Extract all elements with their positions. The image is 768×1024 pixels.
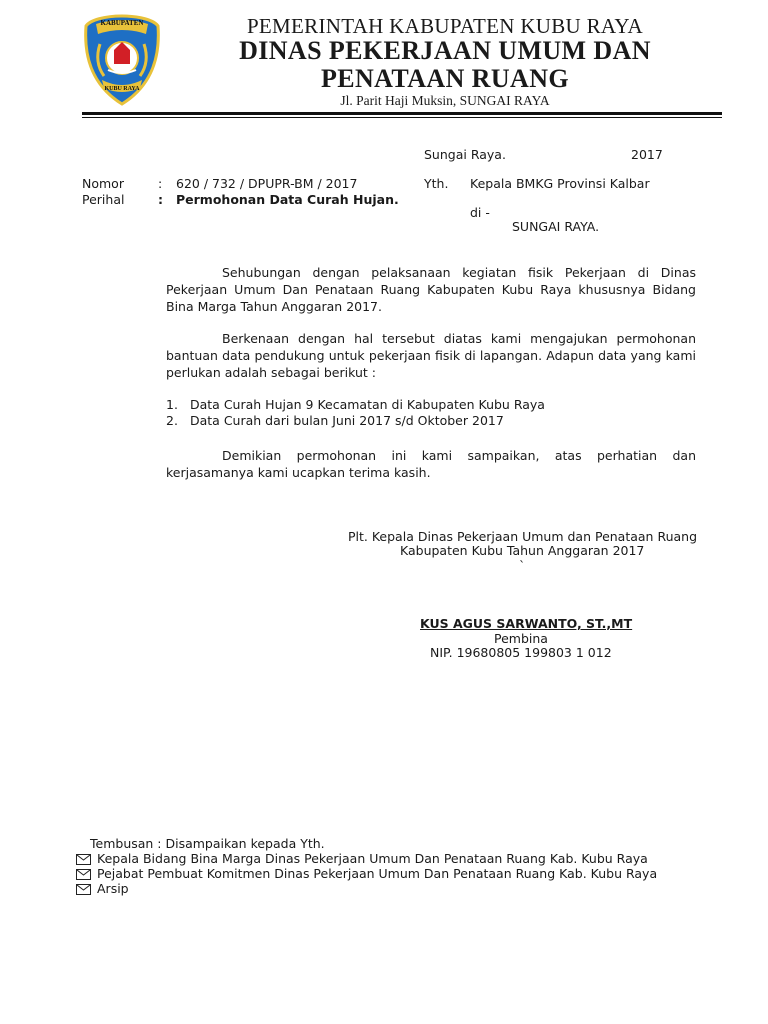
letterhead-agency-line1: DINAS PEKERJAAN UMUM DAN	[239, 36, 651, 65]
list-number: 2.	[166, 413, 178, 428]
letter-place: Sungai Raya.	[424, 147, 506, 162]
recipient: Kepala BMKG Provinsi Kalbar	[470, 176, 650, 191]
nomor-value: 620 / 732 / DPUPR-BM / 2017	[176, 176, 358, 191]
logo-bottom-text: KUBU RAYA	[104, 86, 140, 92]
body-paragraph-2: Berkenaan dengan hal tersebut diatas kami mengajukan permohonan bantuan data pendukung untuk pekerjaan fisik di lapangan. Adapun data yang kami perlukan adalah sebagai berikut :	[166, 331, 696, 380]
list-number: 1.	[166, 397, 178, 412]
perihal-label: Perihal	[82, 192, 125, 207]
regency-logo	[84, 14, 160, 106]
list-text: Data Curah Hujan 9 Kecamatan di Kabupaten Kubu Raya	[190, 397, 545, 412]
envelope-icon	[76, 884, 91, 895]
list-text: Data Curah dari bulan Juni 2017 s/d Oktober 2017	[190, 413, 504, 428]
header-rule-thin	[82, 117, 722, 118]
tembusan-item	[76, 881, 129, 896]
tembusan-heading: Tembusan : Disampaikan kepada Yth.	[90, 836, 325, 851]
perihal-value: Permohonan Data Curah Hujan.	[176, 192, 399, 207]
envelope-icon	[76, 854, 91, 865]
tembusan-item-text: Kepala Bidang Bina Marga Dinas Pekerjaan Umum Dan Penataan Ruang Kab. Kubu Raya	[97, 851, 648, 866]
signatory-nip: NIP. 19680805 199803 1 012	[430, 645, 612, 660]
recipient-city: SUNGAI RAYA.	[512, 219, 600, 234]
body-paragraph-1: Sehubungan dengan pelaksanaan kegiatan fisik Pekerjaan di Dinas Pekerjaan Umum Dan Penataan Ruang Kabupaten Kubu Raya khususnya Bidang Bina Marga Tahun Anggaran 2017.	[166, 265, 696, 314]
tembusan-item-text: Arsip	[97, 881, 129, 896]
signatory-rank: Pembina	[494, 631, 548, 646]
list-item	[166, 397, 545, 412]
nomor-colon: :	[158, 176, 163, 191]
letterhead-government: PEMERINTAH KABUPATEN KUBU RAYA	[246, 14, 644, 38]
letterhead-address: Jl. Parit Haji Muksin, SUNGAI RAYA	[340, 93, 550, 108]
tembusan-item	[76, 866, 657, 881]
header-rule-thick	[82, 112, 722, 115]
signature-title-line1: Plt. Kepala Dinas Pekerjaan Umum dan Penataan Ruang	[348, 529, 698, 544]
yth-label: Yth.	[424, 176, 449, 191]
nomor-label: Nomor	[82, 176, 124, 191]
perihal-colon: :	[158, 192, 163, 207]
recipient-di: di -	[470, 205, 490, 220]
signatory-name: KUS AGUS SARWANTO, ST.,MT	[420, 616, 633, 631]
letter-year: 2017	[631, 147, 663, 162]
letterhead-agency-line2: PENATAAN RUANG	[320, 64, 570, 93]
tembusan-item-text: Pejabat Pembuat Komitmen Dinas Pekerjaan Umum Dan Penataan Ruang Kab. Kubu Raya	[97, 866, 658, 881]
logo-top-text: KABUPATEN	[100, 19, 144, 27]
list-item	[166, 413, 504, 428]
closing-paragraph: Demikian permohonan ini kami sampaikan, atas perhatian dan kerjasamanya kami ucapkan terima kasih.	[166, 448, 696, 480]
tembusan-item	[76, 851, 648, 866]
signature-mark: `	[519, 558, 526, 573]
signature-title-line2: Kabupaten Kubu Tahun Anggaran 2017	[400, 543, 645, 558]
envelope-icon	[76, 869, 91, 880]
